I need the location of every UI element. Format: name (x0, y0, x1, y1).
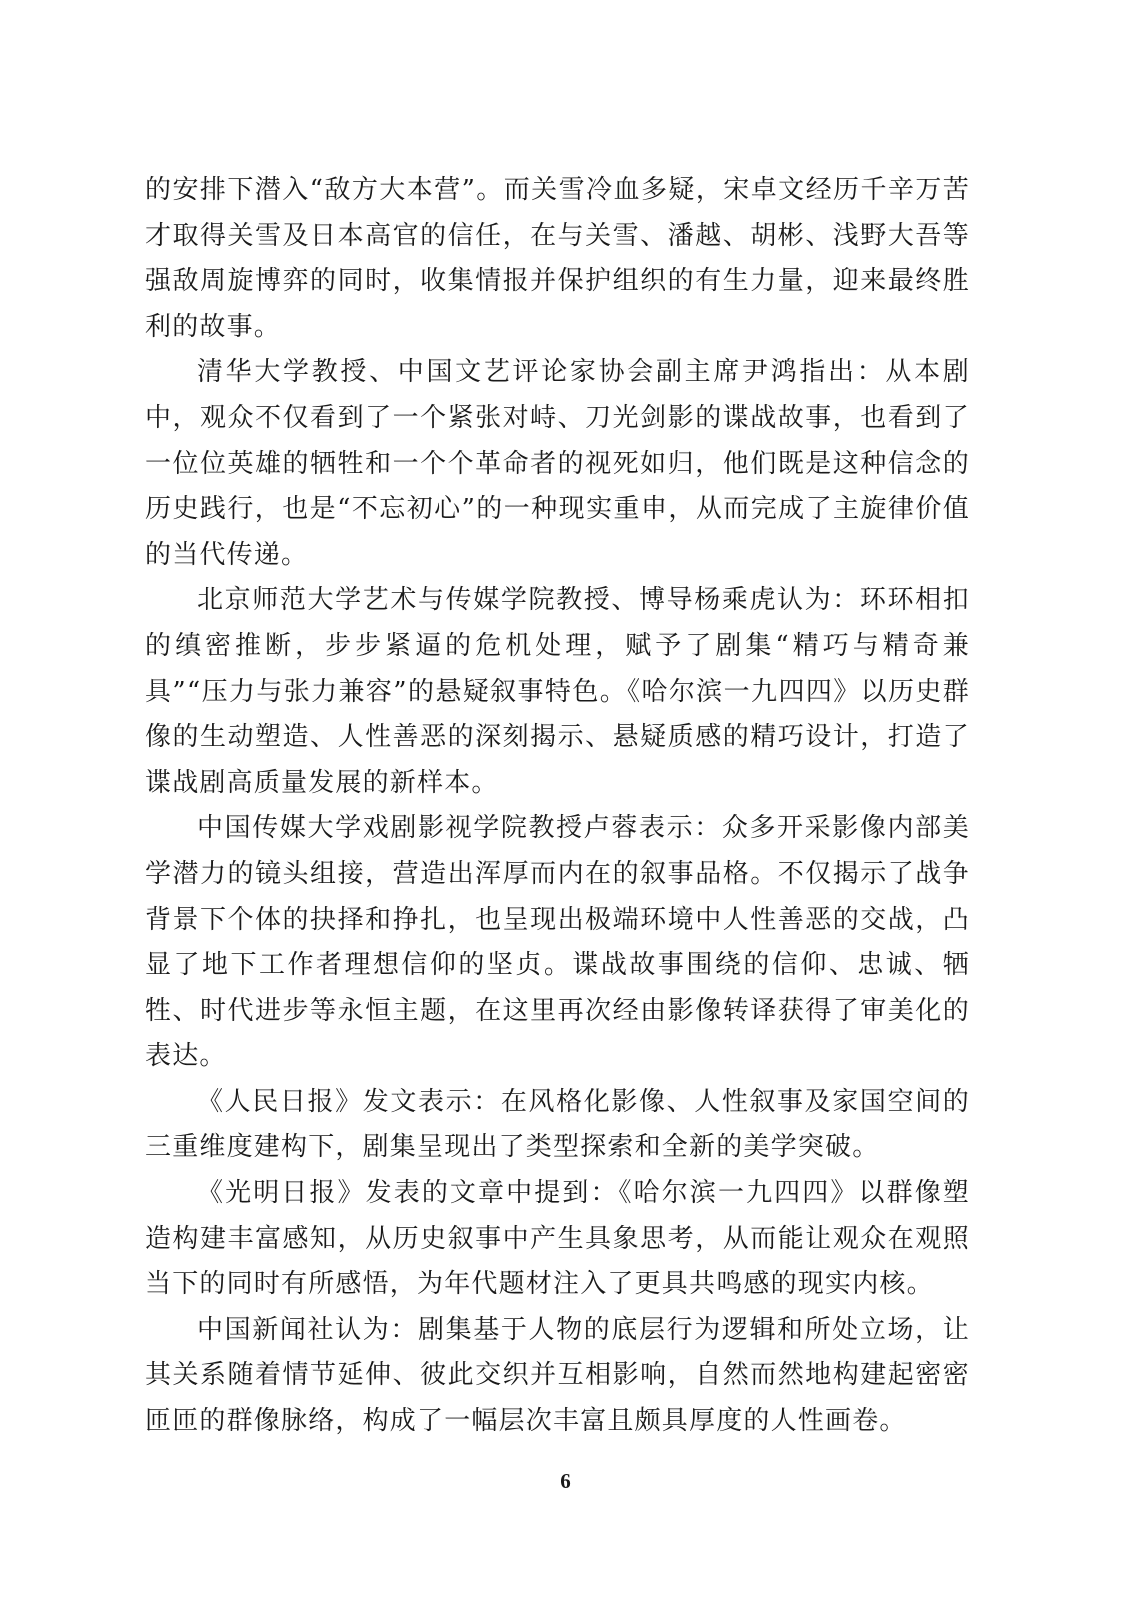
body-text (145, 168, 970, 1445)
paragraph-china-news-service: 中国新闻社认为：剧集基于人物的底层行为逻辑和所处立场，让其关系随着情节延伸、彼此交织并互相影响，自然而然地构建起密密匝匝的群像脉络，构成了一幅层次丰富且颇具厚度的人性画卷。 (145, 1314, 970, 1437)
paragraph-yin-hong: 清华大学教授、中国文艺评论家协会副主席尹鸿指出：从本剧中，观众不仅看到了一个紧张对峙、刀光剑影的谍战故事，也看到了一位位英雄的牺牲和一个个革命者的视死如归，他们既是这种信念的历史践行，也是“不忘初心”的一种现实重申，从而完成了主旋律价值的当代传递。 (145, 357, 970, 570)
paragraph-lu-rong: 中国传媒大学戏剧影视学院教授卢蓉表示：众多开采影像内部美学潜力的镜头组接，营造出浑厚而内在的叙事品格。不仅揭示了战争背景下个体的抉择和挣扎，也呈现出极端环境中人性善恶的交战，凸显了地下工作者理想信仰的坚贞。谍战故事围绕的信仰、忠诚、牺牲、时代进步等永恒主题，在这里再次经由影像转译获得了审美化的表达。 (145, 813, 970, 1072)
paragraph-guangming-daily: 《光明日报》发表的文章中提到：《哈尔滨一九四四》以群像塑造构建丰富感知，从历史叙事中产生具象思考，从而能让观众在观照当下的同时有所感悟，为年代题材注入了更具共鸣感的现实内核。 (145, 1178, 970, 1300)
paragraph-continuation: 的安排下潜入“敌方大本营”。而关雪冷血多疑，宋卓文经历千辛万苦才取得关雪及日本高官的信任，在与关雪、潘越、胡彬、浅野大吾等强敌周旋博弈的同时，收集情报并保护组织的有生力量，迎来最终胜利的故事。 (145, 175, 970, 342)
paragraph-peoples-daily: 《人民日报》发文表示：在风格化影像、人性叙事及家国空间的三重维度建构下，剧集呈现出了类型探索和全新的美学突破。 (145, 1086, 970, 1163)
page-number: 6 (560, 1469, 571, 1493)
paragraph-yang-chenghu: 北京师范大学艺术与传媒学院教授、博导杨乘虎认为：环环相扣的缜密推断，步步紧逼的危机处理，赋予了剧集“精巧与精奇兼具”“压力与张力兼容”的悬疑叙事特色。《哈尔滨一九四四》以历史群像的生动塑造、人性善恶的深刻揭示、悬疑质感的精巧设计，打造了谍战剧高质量发展的新样本。 (145, 585, 970, 798)
